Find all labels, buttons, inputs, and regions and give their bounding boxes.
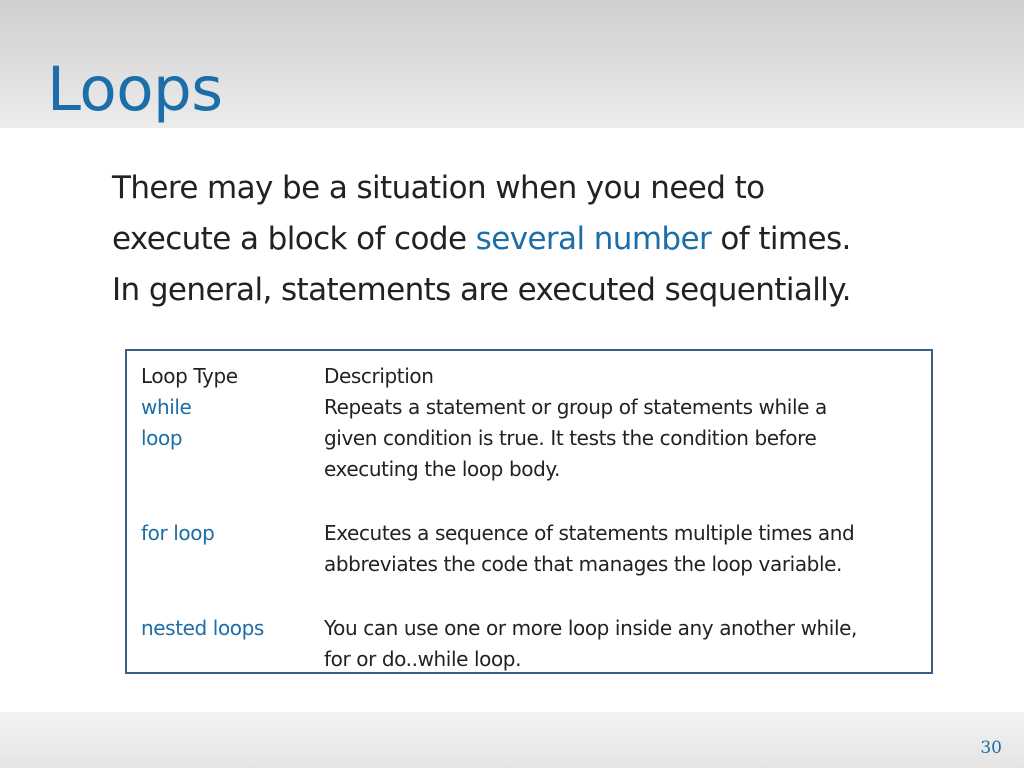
table-row-for-description: Executes a sequence of statements multiple times and abbreviates the code that manages the loop variable. [324,521,855,576]
page-number: 30 [980,738,1002,758]
intro-line-3: In general, statements are executed sequentially. [112,272,851,308]
intro-paragraph [112,163,992,316]
slide-title: Loops [47,54,223,125]
table-row-for-type: for loop [141,521,215,545]
table-header-description: Description [324,364,434,388]
footer-band [0,712,1024,768]
table-row-nested-type: nested loops [141,616,264,640]
intro-line-2-end: of times. [711,221,851,257]
table-row-while-type: while loop [141,395,192,450]
intro-line-1: There may be a situation when you need to [112,170,765,206]
loop-types-table [125,349,933,674]
table-row-nested-description: You can use one or more loop inside any another while, for or do..while loop. [324,616,857,671]
table-header-loop-type: Loop Type [141,364,238,388]
table-row-while-description: Repeats a statement or group of statements while a given condition is true. It tests the condition before executing the loop body. [324,395,827,481]
intro-highlight: several number [475,221,712,257]
intro-line-2 [112,214,992,265]
intro-line-2-start: execute a block of code [112,221,476,257]
